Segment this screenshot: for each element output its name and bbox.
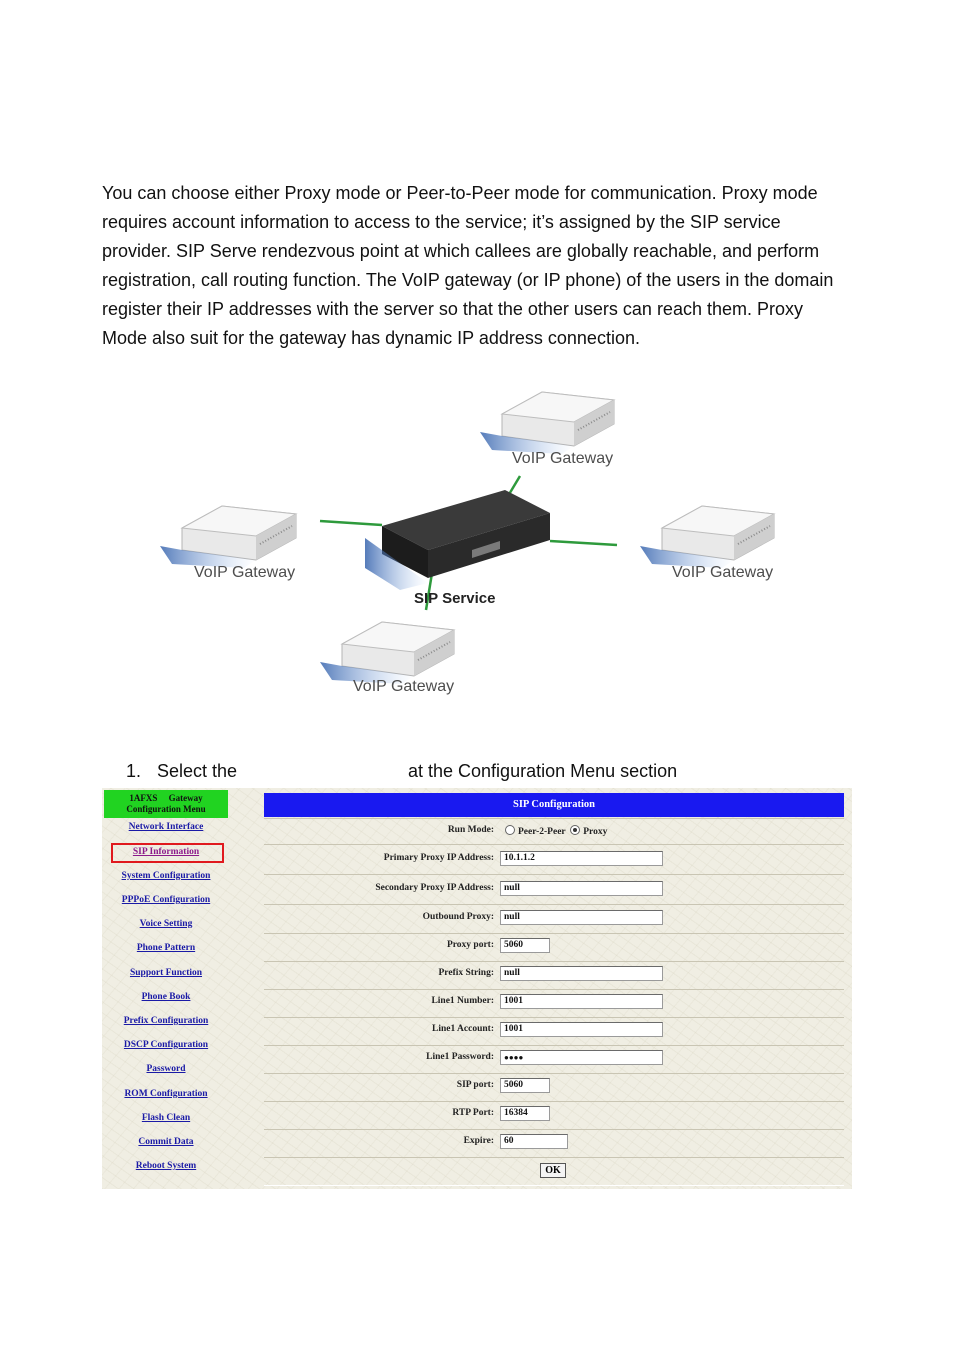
menu-header-line-2: Configuration Menu (126, 804, 206, 814)
menu-support-function[interactable]: Support Function (129, 968, 203, 978)
line1-password-input[interactable]: ●●●● (500, 1050, 663, 1065)
menu-sip-information[interactable]: SIP Information (132, 847, 200, 857)
configuration-menu-header (104, 790, 228, 818)
line1-password-label: Line1 Password: (426, 1052, 494, 1062)
prefix-string-input[interactable]: null (500, 966, 663, 981)
proxy-port-row (264, 933, 844, 962)
sip-port-input[interactable]: 5060 (500, 1078, 550, 1093)
run-mode-options (505, 825, 607, 837)
proxy-port-input[interactable]: 5060 (500, 938, 550, 953)
menu-phone-book[interactable]: Phone Book (141, 992, 191, 1002)
sip-information-highlight (111, 843, 224, 863)
prefix-string-label: Prefix String: (438, 968, 494, 978)
line1-number-label: Line1 Number: (431, 996, 494, 1006)
peer-2-peer-radio[interactable] (505, 825, 515, 835)
line1-account-row (264, 1017, 844, 1046)
link-left (320, 521, 382, 525)
menu-pppoe-configuration[interactable]: PPPoE Configuration (121, 895, 211, 905)
gateway-right-icon (640, 506, 774, 568)
gateway-label-right: VoIP Gateway (672, 564, 774, 581)
ok-button[interactable]: OK (540, 1163, 566, 1178)
link-right (550, 541, 617, 545)
menu-commit-data[interactable]: Commit Data (138, 1137, 194, 1147)
rtp-port-label: RTP Port: (452, 1108, 494, 1118)
gateway-label-bottom: VoIP Gateway (353, 678, 455, 695)
gateway-top-icon (480, 392, 614, 454)
gateway-bottom-icon (320, 622, 454, 684)
prefix-string-row (264, 961, 844, 990)
proxy-label: Proxy (583, 827, 608, 837)
sip-service-label: SIP Service (414, 590, 496, 607)
menu-network-interface[interactable]: Network Interface (128, 822, 204, 832)
menu-system-configuration[interactable]: System Configuration (121, 871, 211, 881)
ok-row (264, 1157, 844, 1186)
peer-2-peer-label: Peer-2-Peer (518, 827, 566, 837)
menu-password[interactable]: Password (146, 1064, 186, 1074)
line1-password-row (264, 1045, 844, 1074)
secondary-proxy-row (264, 874, 844, 905)
gateway-label-left: VoIP Gateway (194, 564, 296, 581)
expire-label: Expire: (463, 1136, 494, 1146)
menu-reboot-system[interactable]: Reboot System (135, 1161, 197, 1171)
rtp-port-row (264, 1101, 844, 1130)
step-number: 1. (126, 761, 142, 781)
step-text-before: Select the (157, 761, 238, 781)
primary-proxy-row (264, 844, 844, 875)
line1-account-input[interactable]: 1001 (500, 1022, 663, 1037)
sip-switch-icon (365, 490, 550, 590)
gateway-label-top: VoIP Gateway (512, 450, 614, 467)
sip-topology-diagram (150, 378, 810, 708)
run-mode-label: Run Mode: (447, 825, 494, 835)
sip-port-row (264, 1073, 844, 1102)
sip-configuration-screenshot (102, 788, 852, 1189)
outbound-proxy-input[interactable]: null (500, 910, 663, 925)
sip-port-label: SIP port: (456, 1080, 494, 1090)
primary-proxy-input[interactable]: 10.1.1.2 (500, 851, 663, 866)
menu-prefix-configuration[interactable]: Prefix Configuration (123, 1016, 209, 1026)
primary-proxy-label: Primary Proxy IP Address: (383, 853, 494, 863)
proxy-port-label: Proxy port: (446, 940, 494, 950)
line1-number-input[interactable]: 1001 (500, 994, 663, 1009)
menu-phone-pattern[interactable]: Phone Pattern (136, 943, 196, 953)
step-text-after: at the Configuration Menu section (408, 761, 678, 781)
menu-dscp-configuration[interactable]: DSCP Configuration (123, 1040, 209, 1050)
proxy-radio[interactable] (570, 825, 580, 835)
outbound-proxy-row (264, 904, 844, 934)
secondary-proxy-input[interactable]: null (500, 881, 663, 896)
expire-row (264, 1129, 844, 1158)
gateway-left-icon (160, 506, 296, 568)
line1-account-label: Line1 Account: (431, 1024, 494, 1034)
run-mode-row (264, 818, 844, 845)
rtp-port-input[interactable]: 16384 (500, 1106, 550, 1121)
secondary-proxy-label: Secondary Proxy IP Address: (375, 883, 494, 893)
intro-paragraph: You can choose either Proxy mode or Peer-to-Peer mode for communication. Proxy mode requires account information to access to the service; it’s assigned by the SIP service provider. SIP Serve rendezvous point at which callees are globally reachable, and perform registration, call routing function. The VoIP gateway (or IP phone) of the users in the domain register their IP addresses with the server so that the other users can reach them. Proxy Mode also suit for the gateway has dynamic IP address connection. (102, 183, 834, 348)
menu-flash-clean[interactable]: Flash Clean (141, 1113, 191, 1123)
menu-header-line-1: 1AFXS Gateway (129, 793, 203, 803)
menu-rom-configuration[interactable]: ROM Configuration (124, 1089, 208, 1099)
instruction-step (126, 760, 678, 782)
outbound-proxy-label: Outbound Proxy: (422, 912, 494, 922)
expire-input[interactable]: 60 (500, 1134, 568, 1149)
line1-number-row (264, 989, 844, 1018)
menu-voice-setting[interactable]: Voice Setting (139, 919, 193, 929)
sip-configuration-title: SIP Configuration (264, 793, 844, 817)
